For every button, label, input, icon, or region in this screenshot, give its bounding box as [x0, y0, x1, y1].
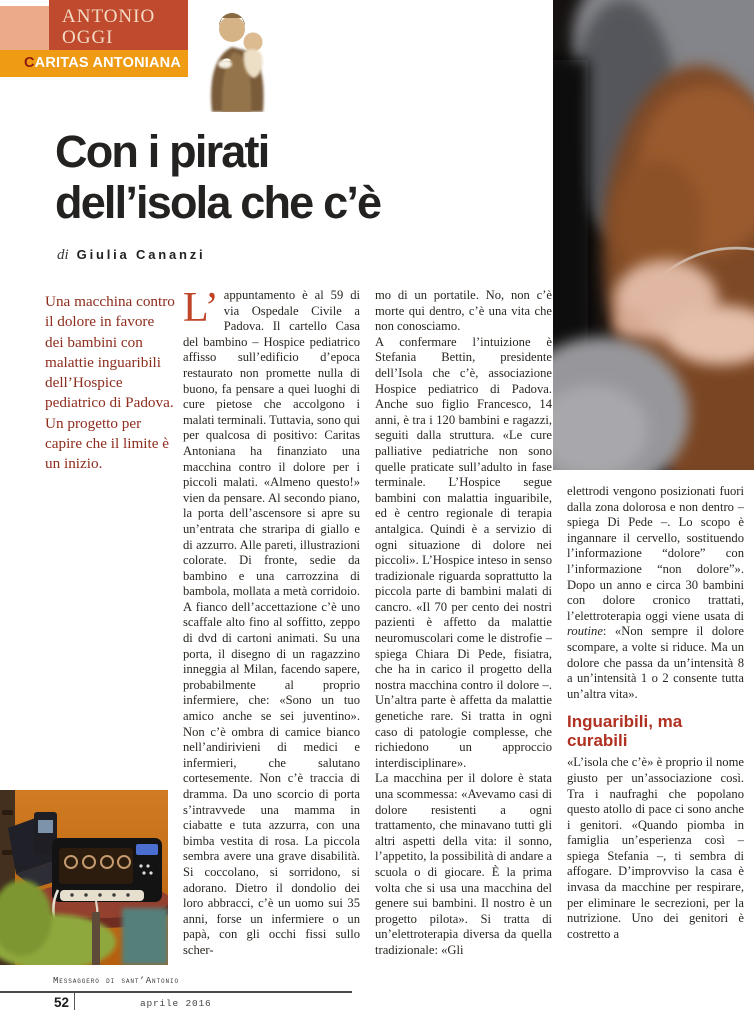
section-subheading: Inguaribili, ma curabili [567, 712, 683, 751]
title-line-2: dell’isola che c’è [55, 177, 381, 228]
masthead-peach-block [0, 6, 49, 50]
saint-anthony-statue-image [192, 0, 278, 112]
kicker-line-1: ANTONIO [62, 6, 156, 27]
footer-issue-date: aprile 2016 [140, 998, 212, 1009]
masthead-banner [0, 50, 188, 77]
banner-initial: C [24, 55, 35, 71]
banner-rest: ARITAS ANTONIANA [34, 55, 181, 71]
column-3-text-b: : «Non sempre il dolore scompare, a volte si riduce. Ma un dolore che passa da un’intensità 8 a un’intensità 1 o 2 consente tutta un’altra vita». [567, 624, 744, 701]
drop-cap: L’ [183, 288, 219, 331]
byline-prefix: di [57, 247, 69, 263]
footer-magazine-name: Messaggero di sant’Antonio [53, 976, 180, 986]
footer-page-number: 52 [54, 995, 70, 1010]
teddy-bear-child-hand-photo [553, 0, 754, 470]
page-title [55, 126, 380, 228]
column-1-text: appuntamento è al 59 di via Ospedale Civile a Padova. Il cartello Casa del bambino – Hospice pediatrico affisso sull’edificio d’epoca restaurato non promette nulla di buono, fa pensare a quei luoghi di cure pietose che accolgono i malati terminali. Tuttavia, sono qui per qualcosa di positivo: Caritas Antoniana ha finanziato una macchina contro il dolore per i piccoli malati. «Almeno questo!» vien da pensare. Al secondo piano, la porta dell’ascensore si apre su un’entrata che straripa di giallo e di azzurro. Alle pareti, illustrazioni colorate. Di fronte, sedie da bambino e una carrozzina di bambola, mollata a metà corridoio. A fianco dell’accettazione c’è uno scaffale alto fino al soffitto, zeppo di dvd di cartoni animati. Su una porta, il disegno di un ragazzino inneggia al Milan, facendo sapere, probabilmente al proprio infermiere, che: «Sono un tuo amico anche se sei juventino». Non c’è ombra di camice bianco nell’andirivieni di medici e infermieri, che salutano cortesemente. Non c’è traccia di dramma. Da uno scorcio di porta s’intravvede una mamma in ciabatte e tuta azzurra, con una bimba vestita di rosa. La piccola sembra avere una grave disabilità. Si coccolano, si sorridono, si adorano. Dietro il dondolio dei loro abbracci, c’è un uomo sui 35 anni, forse un infermiere o un papà, con gli occhi fissi sullo scher- [183, 288, 360, 957]
masthead-kicker [49, 0, 188, 50]
column-3-text-a: elettrodi vengono posizionati fuori dalla zona dolorosa e non dentro – spiega Di Pede –. Lo scopo è ingannare il cervello, sostituendo l’informazione “dolore” con l’informazione “non dolore”». Dopo un anno e circa 30 bambini con dolore cronico trattati, l’elettroterapia oggi viene usata di [567, 484, 744, 623]
column-3-italic-word: routine [567, 624, 603, 639]
column-2-paragraph-3: La macchina per il dolore è stata una scommessa: «Avevamo casi di dolore resistenti a ogni trattamento, che minavano tutti gli altri aspetti della vita: il sonno, l’appetito, la possibilità di andare a scuola o di giocare. È la prima volta che si usa una macchina del genere sui bambini. Il nostro è un progetto pilota». Si tratta di un’elettroterapia diversa da quella tradizionale: «Gli [375, 771, 552, 957]
kicker-line-2: OGGI [62, 27, 114, 48]
byline-author: Giulia Cananzi [76, 247, 206, 262]
column-2-paragraph-2: A confermare l’intuizione è Stefania Bettin, presidente dell’Isola che c’è, associazione Hospice pediatrico di Padova. Anche suo figlio Francesco, 14 anni, è tra i 120 bambini e ragazzi, seguiti dalla struttura. «Le cure palliative pediatriche non sono quelle praticate sull’adulto in fase terminale. L’Hospice segue bambini con malattia inguaribile, ed è centro regionale di terapia antalgica. Quindi è a servizio di ogni situazione di dolore nei piccoli». L’Hospice inteso in senso tradizionale riguarda soprattutto la piccola parte di bambini malati di cancro. «Il 70 per cento dei nostri pazienti è affetto da malattie neuromuscolari come le distrofie – spiega Chiara Di Pede, fisiatra, che ha in carico il progetto della nostra macchina contro il dolore –. Un’altra parte è affetta da malattie genetiche rare. Si tratta in ogni caso di patologie complesse, che richiedono un approccio interdisciplinare». [375, 334, 552, 770]
pain-therapy-machine-photo [0, 790, 168, 965]
body-column-1 [183, 288, 360, 966]
footer-rule [0, 991, 352, 993]
byline [57, 246, 205, 264]
column-3-paragraph-2: «L’isola che c’è» è proprio il nome giusto per un’associazione così. Tra i naufraghi che popolano questo atollo di pace ci sono anche i genitori. «Quando piomba in famiglia un’esperienza così – spiega Stefania –, ti sembra di affogare. D’improvviso la casa è invasa da macchine per respirare, per eliminare le secrezioni, per la nutrizione. Uno dei genitori è costretto a [567, 755, 744, 941]
standfirst: Una macchina contro il dolore in favore dei bambini con malattie inguaribili dell’Hospice pediatrico di Padova. Un progetto per capire che il limite è un inizio. [45, 293, 175, 473]
column-2-paragraph-1: mo di un portatile. No, non c’è morte qui dentro, c’è una vita che non conosciamo. [375, 288, 552, 334]
title-line-1: Con i pirati [55, 126, 269, 177]
column-1-paragraph [183, 288, 360, 959]
footer-divider-tick [74, 993, 75, 1010]
column-3-paragraph-1 [567, 484, 744, 702]
body-column-2 [375, 288, 552, 966]
